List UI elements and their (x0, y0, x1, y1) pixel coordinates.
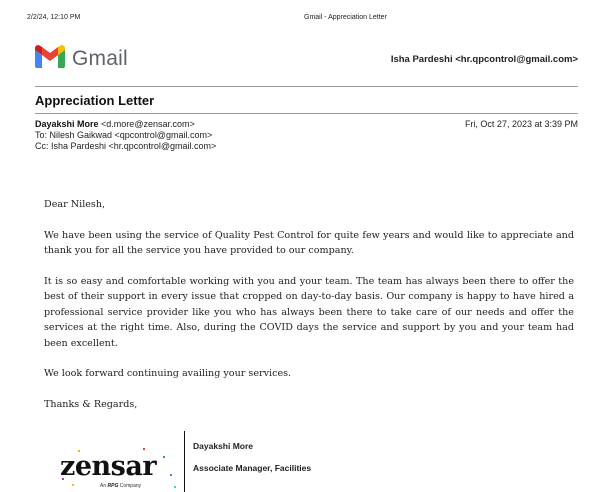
email-from (35, 119, 216, 130)
email-date: Fri, Oct 27, 2023 at 3:39 PM (464, 119, 578, 129)
gmail-m-icon (35, 45, 65, 73)
tagline-prefix: An (100, 483, 107, 489)
header-divider-bottom (35, 113, 578, 114)
confetti-dot (72, 484, 74, 486)
confetti-dot (163, 456, 165, 458)
closing: Thanks & Regards, (44, 398, 138, 410)
body-paragraph: We look forward continuing availing your services. (44, 368, 292, 379)
print-datetime: 2/2/24, 12:10 PM (27, 14, 81, 21)
tagline-brand: RPG (107, 483, 119, 489)
confetti-dot (143, 448, 145, 450)
confetti-dot (170, 474, 172, 476)
confetti-dot (174, 486, 176, 488)
email-cc: Cc: Isha Pardeshi <hr.qpcontrol@gmail.com> (35, 141, 217, 151)
zensar-tagline (100, 483, 141, 489)
account-label: Isha Pardeshi <hr.qpcontrol@gmail.com> (390, 54, 578, 65)
email-to: To: Nilesh Gaikwad <qpcontrol@gmail.com> (35, 130, 213, 140)
zensar-logo (58, 448, 178, 492)
email-meta (35, 119, 216, 152)
signature-title: Associate Manager, Facilities (193, 463, 312, 473)
greeting: Dear Nilesh, (44, 199, 106, 210)
signature-name: Dayakshi More (193, 441, 253, 451)
header-divider-top (35, 86, 578, 87)
body-paragraph: It is so easy and comfortable working with you and your team. The team has always been there to offer the best of their support in every issue that cropped on day-to-day basis. Our company is happy to have hired a professional service provider like you who has always been there to take care of our needs and offer the services at the right time. Also, during the COVID days the service and support by you and your team had been excellent. (44, 275, 574, 349)
gmail-logo (35, 45, 128, 73)
zensar-wordmark: zensar (60, 451, 157, 482)
tagline-suffix: Company (119, 483, 142, 489)
sender-email: <d.more@zensar.com> (101, 119, 195, 129)
email-subject: Appreciation Letter (35, 93, 155, 108)
print-page-title: Gmail - Appreciation Letter (304, 14, 387, 21)
email-body (44, 197, 574, 427)
body-paragraph: We have been using the service of Quality Pest Control for quite few years and would like to appreciate and thank you for all the service you have provided to our company. (44, 229, 574, 256)
gmail-wordmark: Gmail (72, 47, 128, 70)
signature-divider (184, 431, 185, 492)
sender-name: Dayakshi More (35, 119, 99, 129)
